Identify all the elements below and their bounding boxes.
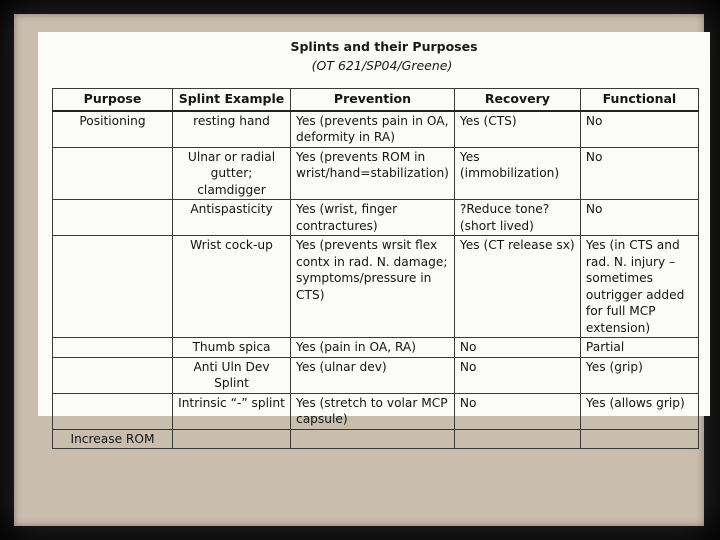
cell-purpose — [53, 236, 173, 338]
cell-functional: No — [580, 147, 698, 200]
table-row-partial — [53, 429, 699, 449]
cell-recovery: No — [454, 338, 580, 358]
cell-prevention: Yes (prevents pain in OA, deformity in RA) — [291, 111, 455, 148]
cell-functional: Partial — [580, 338, 698, 358]
cell-prevention: Yes (pain in OA, RA) — [291, 338, 455, 358]
cell-purpose — [53, 147, 173, 200]
table-row — [53, 200, 699, 236]
cell-purpose — [53, 338, 173, 358]
table-header-row — [53, 89, 699, 111]
cell-recovery: No — [454, 357, 580, 393]
cell-functional: Yes (grip) — [580, 357, 698, 393]
cell-recovery — [454, 429, 580, 449]
cell-functional: Yes (in CTS and rad. N. injury – sometimes outrigger added for full MCP extension) — [580, 236, 698, 338]
header-splint-example: Splint Example — [173, 89, 291, 111]
table-row — [53, 393, 699, 429]
cell-purpose — [53, 200, 173, 236]
cell-recovery: Yes (CT release sx) — [454, 236, 580, 338]
cell-prevention: Yes (stretch to volar MCP capsule) — [291, 393, 455, 429]
table-row — [53, 236, 699, 338]
cell-purpose: Positioning — [53, 111, 173, 148]
cell-prevention: Yes (prevents ROM in wrist/hand=stabilization) — [291, 147, 455, 200]
document-title: Splints and their Purposes — [290, 39, 478, 54]
document-subtitle: (OT 621/SP04/Greene) — [311, 58, 453, 73]
cell-functional — [580, 429, 698, 449]
table-row — [53, 147, 699, 200]
cell-prevention: Yes (ulnar dev) — [291, 357, 455, 393]
scanned-document — [38, 32, 710, 446]
cell-prevention: Yes (wrist, finger contractures) — [291, 200, 455, 236]
cell-splint-example: Thumb spica — [173, 338, 291, 358]
splints-table — [52, 88, 699, 449]
table-row — [53, 338, 699, 358]
table-row — [53, 357, 699, 393]
header-purpose: Purpose — [53, 89, 173, 111]
header-recovery: Recovery — [454, 89, 580, 111]
cell-purpose: Increase ROM — [53, 429, 173, 449]
cell-functional: No — [580, 111, 698, 148]
cell-purpose — [53, 357, 173, 393]
cell-splint-example: Wrist cock-up — [173, 236, 291, 338]
cell-purpose — [53, 393, 173, 429]
cell-recovery: Yes (immobilization) — [454, 147, 580, 200]
cell-recovery: Yes (CTS) — [454, 111, 580, 148]
header-prevention: Prevention — [291, 89, 455, 111]
cell-splint-example: Anti Uln Dev Splint — [173, 357, 291, 393]
cell-splint-example: Antispasticity — [173, 200, 291, 236]
cell-splint-example — [173, 429, 291, 449]
cell-recovery: No — [454, 393, 580, 429]
cell-splint-example: Intrinsic “-” splint — [173, 393, 291, 429]
cell-prevention — [291, 429, 455, 449]
cell-recovery: ?Reduce tone? (short lived) — [454, 200, 580, 236]
cell-functional: Yes (allows grip) — [580, 393, 698, 429]
table-row — [53, 111, 699, 148]
cell-splint-example: Ulnar or radial gutter; clamdigger — [173, 147, 291, 200]
cell-functional: No — [580, 200, 698, 236]
slide-background — [14, 14, 704, 526]
header-functional: Functional — [580, 89, 698, 111]
cell-splint-example: resting hand — [173, 111, 291, 148]
cell-prevention: Yes (prevents wrsit flex contx in rad. N. damage; symptoms/pressure in CTS) — [291, 236, 455, 338]
